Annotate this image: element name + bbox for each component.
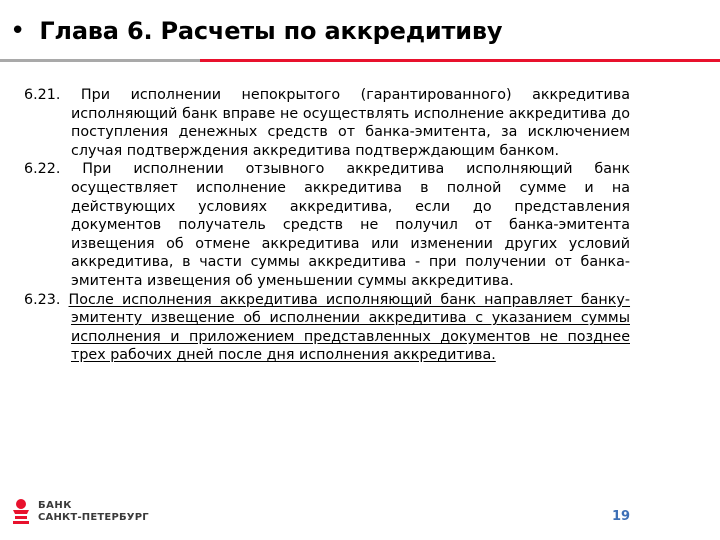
slide-header xyxy=(10,16,502,46)
paragraph-number: 6.21. xyxy=(24,87,61,103)
bank-logo xyxy=(10,497,149,527)
paragraph-text-underlined: После исполнения аккредитива исполняющий банк направляет банку-эмитенту извещение об исполнении аккредитива с указанием суммы исполнения и приложением представленных документов не позднее трех рабочих дней после дня исполнения аккредитива. xyxy=(68,291,631,364)
bank-logo-icon xyxy=(10,497,32,527)
page-number: 19 xyxy=(612,509,631,524)
logo-text-line1: БАНК xyxy=(38,500,72,511)
paragraph-6-21 xyxy=(24,86,630,160)
title-bullet: • xyxy=(10,16,26,46)
paragraph-number: 6.23. xyxy=(24,291,61,308)
paragraph-6-22 xyxy=(24,160,630,290)
page-title: Глава 6. Расчеты по аккредитиву xyxy=(39,17,503,45)
title-divider-gray xyxy=(0,59,200,62)
logo-text-line2: САНКТ-ПЕТЕРБУРГ xyxy=(38,512,149,523)
title-divider xyxy=(0,59,720,62)
paragraph-text: При исполнении отзывного аккредитива исполняющий банк осуществляет исполнение аккредитива в полной сумме и на действующих условиях аккредитива, если до представления документов получатель средств не получил от банка-эмитента извещения об отмене аккредитива или изменении других условий аккредитива, в части суммы аккредитива - при получении от банка-эмитента извещения об уменьшении суммы аккредитива. xyxy=(71,161,630,289)
slide-body xyxy=(24,86,630,365)
paragraph-6-23 xyxy=(24,291,630,365)
paragraph-number: 6.22. xyxy=(24,161,61,178)
paragraph-text: При исполнении непокрытого (гарантированного) аккредитива исполняющий банк вправе не осуществлять исполнение аккредитива до поступления денежных средств от банка-эмитента, за исключением случая подтверждения аккредитива подтверждающим банком. xyxy=(71,87,630,159)
title-divider-red xyxy=(200,59,720,62)
